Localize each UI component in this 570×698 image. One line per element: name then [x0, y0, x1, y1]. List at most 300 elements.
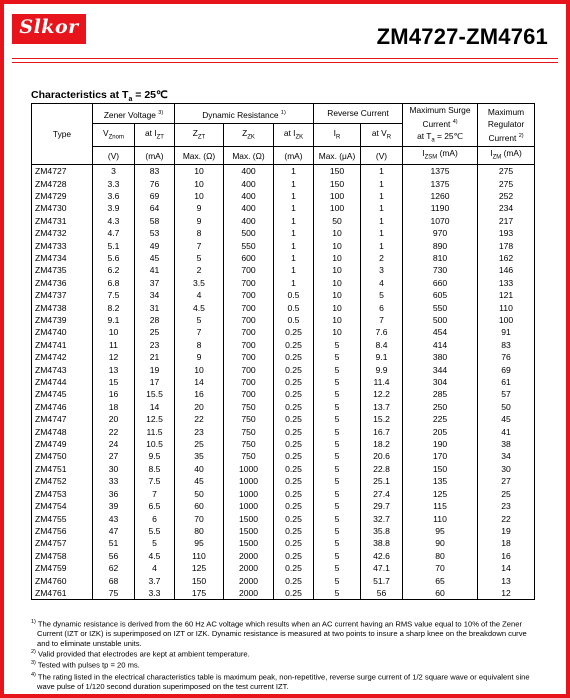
value-cell: 4	[175, 289, 224, 301]
type-cell: ZM4758	[32, 550, 93, 562]
value-cell: 5	[314, 575, 361, 587]
value-cell: 133	[478, 277, 535, 289]
value-cell: 700	[224, 351, 274, 363]
value-cell: 10.5	[135, 438, 175, 450]
value-cell: 6.2	[93, 264, 135, 276]
value-cell: 27.4	[361, 488, 403, 500]
value-cell: 0.25	[274, 450, 314, 462]
table-row	[32, 227, 535, 239]
value-cell: 0.5	[274, 302, 314, 314]
value-cell: 22	[93, 426, 135, 438]
value-cell: 193	[478, 227, 535, 239]
value-cell: 5	[314, 339, 361, 351]
value-cell: 3.9	[93, 202, 135, 214]
value-cell: 22	[175, 413, 224, 425]
type-cell: ZM4734	[32, 252, 93, 264]
value-cell: 20	[93, 413, 135, 425]
value-cell: 5	[314, 351, 361, 363]
value-cell: 14	[478, 562, 535, 574]
header-type: Type	[32, 104, 93, 165]
value-cell: 80	[403, 550, 478, 562]
value-cell: 5	[314, 438, 361, 450]
value-cell: 16	[93, 388, 135, 400]
value-cell: 38	[478, 438, 535, 450]
value-cell: 285	[403, 388, 478, 400]
value-cell: 6.8	[93, 277, 135, 289]
value-cell: 9	[175, 215, 224, 227]
value-cell: 1	[361, 178, 403, 190]
value-cell: 4.5	[135, 550, 175, 562]
type-cell: ZM4751	[32, 463, 93, 475]
value-cell: 8.4	[361, 339, 403, 351]
value-cell: 5	[314, 550, 361, 562]
unit-header: (V)	[93, 147, 135, 165]
table-row	[32, 165, 535, 178]
value-cell: 115	[403, 500, 478, 512]
value-cell: 16	[478, 550, 535, 562]
type-cell: ZM4731	[32, 215, 93, 227]
table-row	[32, 500, 535, 512]
value-cell: 1190	[403, 202, 478, 214]
value-cell: 178	[478, 240, 535, 252]
value-cell: 90	[403, 537, 478, 549]
value-cell: 9	[175, 202, 224, 214]
type-cell: ZM4745	[32, 388, 93, 400]
value-cell: 47.1	[361, 562, 403, 574]
type-cell: ZM4741	[32, 339, 93, 351]
value-cell: 6.5	[135, 500, 175, 512]
value-cell: 0.25	[274, 562, 314, 574]
value-cell: 50	[314, 215, 361, 227]
value-cell: 19	[478, 525, 535, 537]
type-cell: ZM4744	[32, 376, 93, 388]
value-cell: 58	[135, 215, 175, 227]
value-cell: 33	[93, 475, 135, 487]
characteristics-table	[31, 103, 535, 600]
value-cell: 65	[403, 575, 478, 587]
value-cell: 25	[175, 438, 224, 450]
value-cell: 454	[403, 326, 478, 338]
value-cell: 1	[274, 227, 314, 239]
value-cell: 9.9	[361, 364, 403, 376]
value-cell: 1	[274, 277, 314, 289]
unit-header: (V)	[361, 147, 403, 165]
value-cell: 29.7	[361, 500, 403, 512]
unit-header: Max. (μA)	[314, 147, 361, 165]
value-cell: 150	[403, 463, 478, 475]
value-cell: 550	[224, 240, 274, 252]
table-row	[32, 475, 535, 487]
value-cell: 23	[478, 500, 535, 512]
value-cell: 7	[135, 488, 175, 500]
value-cell: 10	[93, 326, 135, 338]
value-cell: 750	[224, 401, 274, 413]
value-cell: 27	[93, 450, 135, 462]
value-cell: 15.5	[135, 388, 175, 400]
type-cell: ZM4753	[32, 488, 93, 500]
value-cell: 30	[478, 463, 535, 475]
value-cell: 56	[93, 550, 135, 562]
logo-text: Slkor	[19, 16, 79, 38]
value-cell: 41	[135, 264, 175, 276]
table-row	[32, 537, 535, 549]
value-cell: 700	[224, 289, 274, 301]
unit-header-row	[32, 147, 535, 165]
value-cell: 700	[224, 302, 274, 314]
type-cell: ZM4749	[32, 438, 93, 450]
value-cell: 2000	[224, 575, 274, 587]
type-cell: ZM4727	[32, 165, 93, 178]
value-cell: 1	[274, 240, 314, 252]
value-cell: 80	[175, 525, 224, 537]
value-cell: 8	[175, 227, 224, 239]
value-cell: 1070	[403, 215, 478, 227]
value-cell: 2	[361, 252, 403, 264]
table-row	[32, 339, 535, 351]
value-cell: 135	[403, 475, 478, 487]
value-cell: 1	[361, 165, 403, 178]
table-header	[32, 104, 535, 165]
value-cell: 4	[361, 277, 403, 289]
value-cell: 7.5	[93, 289, 135, 301]
table-row	[32, 264, 535, 276]
value-cell: 100	[314, 202, 361, 214]
value-cell: 5.6	[93, 252, 135, 264]
table-row	[32, 562, 535, 574]
value-cell: 70	[403, 562, 478, 574]
table-row	[32, 575, 535, 587]
value-cell: 14	[175, 376, 224, 388]
value-cell: 0.25	[274, 401, 314, 413]
table-row	[32, 202, 535, 214]
value-cell: 170	[403, 450, 478, 462]
value-cell: 1375	[403, 165, 478, 178]
section-title: Characteristics at $T_a$ = 25℃	[31, 89, 168, 104]
value-cell: 1	[361, 202, 403, 214]
value-cell: 5	[314, 537, 361, 549]
type-cell: ZM4757	[32, 537, 93, 549]
value-cell: 0.25	[274, 364, 314, 376]
value-cell: 0.25	[274, 513, 314, 525]
value-cell: 11	[93, 339, 135, 351]
type-cell: ZM4755	[32, 513, 93, 525]
unit-header: Max. (Ω)	[175, 147, 224, 165]
table-row	[32, 438, 535, 450]
value-cell: 11.4	[361, 376, 403, 388]
value-cell: 700	[224, 388, 274, 400]
value-cell: 2000	[224, 587, 274, 600]
table-row	[32, 376, 535, 388]
value-cell: 53	[135, 227, 175, 239]
value-cell: 1375	[403, 178, 478, 190]
value-cell: 23	[175, 426, 224, 438]
value-cell: 1	[274, 178, 314, 190]
value-cell: 38.8	[361, 537, 403, 549]
value-cell: 150	[175, 575, 224, 587]
type-cell: ZM4733	[32, 240, 93, 252]
value-cell: 9.5	[135, 450, 175, 462]
value-cell: 13.7	[361, 401, 403, 413]
value-cell: 970	[403, 227, 478, 239]
table-row	[32, 450, 535, 462]
value-cell: 35.8	[361, 525, 403, 537]
header-rule	[12, 58, 558, 59]
unit-header: (mA)	[274, 147, 314, 165]
value-cell: 400	[224, 215, 274, 227]
value-cell: 9	[175, 351, 224, 363]
type-cell: ZM4739	[32, 314, 93, 326]
value-cell: 5	[314, 401, 361, 413]
value-cell: 13	[93, 364, 135, 376]
value-cell: 10	[314, 252, 361, 264]
value-cell: 5	[314, 376, 361, 388]
value-cell: 3.3	[93, 178, 135, 190]
value-cell: 37	[135, 277, 175, 289]
value-cell: 0.25	[274, 537, 314, 549]
footnote: $^{4)}$ The rating listed in the electrical characteristics table is maximum peak, non-repetitive, reverse surge current of 1/2 square wave or equivalent sine wave pulse of 1/120 second duration superimposed on the test current IZT.	[31, 671, 530, 691]
value-cell: 1	[274, 215, 314, 227]
value-cell: 14	[135, 401, 175, 413]
value-cell: 15	[93, 376, 135, 388]
value-cell: 0.25	[274, 475, 314, 487]
value-cell: 25	[135, 326, 175, 338]
param-header: $V_{Znom}$	[93, 123, 135, 147]
value-cell: 43	[93, 513, 135, 525]
value-cell: 0.25	[274, 339, 314, 351]
value-cell: 28	[135, 314, 175, 326]
table-row	[32, 252, 535, 264]
value-cell: 2000	[224, 550, 274, 562]
table-row	[32, 587, 535, 600]
value-cell: 750	[224, 438, 274, 450]
value-cell: 0.25	[274, 413, 314, 425]
type-cell: ZM4740	[32, 326, 93, 338]
value-cell: 4	[135, 562, 175, 574]
value-cell: 83	[478, 339, 535, 351]
table-row	[32, 488, 535, 500]
value-cell: 31	[135, 302, 175, 314]
value-cell: 10	[314, 314, 361, 326]
value-cell: 750	[224, 450, 274, 462]
value-cell: 51.7	[361, 575, 403, 587]
value-cell: 95	[403, 525, 478, 537]
value-cell: 15.2	[361, 413, 403, 425]
value-cell: 10	[175, 178, 224, 190]
value-cell: 5	[175, 314, 224, 326]
value-cell: 17	[135, 376, 175, 388]
value-cell: 205	[403, 426, 478, 438]
value-cell: 12	[478, 587, 535, 600]
value-cell: 62	[93, 562, 135, 574]
param-header: at $V_R$	[361, 123, 403, 147]
value-cell: 23	[135, 339, 175, 351]
table-row	[32, 413, 535, 425]
header-zener-voltage: Zener Voltage $^{3)}$	[93, 104, 175, 124]
value-cell: 5	[314, 463, 361, 475]
header-rule-secondary	[12, 62, 558, 63]
value-cell: 660	[403, 277, 478, 289]
header-max-regulator-current: Maximum Regulator Current $^{2)}$	[478, 104, 535, 147]
table-row	[32, 525, 535, 537]
value-cell: 10	[314, 264, 361, 276]
brand-logo	[12, 14, 86, 44]
part-number-title: ZM4727-ZM4761	[376, 24, 548, 49]
value-cell: 1	[274, 202, 314, 214]
value-cell: 27	[478, 475, 535, 487]
value-cell: 7	[175, 326, 224, 338]
value-cell: 47	[93, 525, 135, 537]
value-cell: 3.6	[93, 190, 135, 202]
value-cell: 125	[403, 488, 478, 500]
type-cell: ZM4730	[32, 202, 93, 214]
value-cell: 34	[478, 450, 535, 462]
type-cell: ZM4760	[32, 575, 93, 587]
value-cell: 35	[175, 450, 224, 462]
value-cell: 6	[361, 302, 403, 314]
value-cell: 125	[175, 562, 224, 574]
value-cell: 175	[175, 587, 224, 600]
value-cell: 10	[314, 302, 361, 314]
value-cell: 5	[314, 475, 361, 487]
value-cell: 9.1	[361, 351, 403, 363]
table-row	[32, 388, 535, 400]
type-cell: ZM4746	[32, 401, 93, 413]
value-cell: 730	[403, 264, 478, 276]
value-cell: 18	[478, 537, 535, 549]
value-cell: 4.7	[93, 227, 135, 239]
value-cell: 39	[93, 500, 135, 512]
value-cell: 5.1	[93, 240, 135, 252]
value-cell: 810	[403, 252, 478, 264]
value-cell: 68	[93, 575, 135, 587]
value-cell: 1000	[224, 488, 274, 500]
value-cell: 70	[175, 513, 224, 525]
value-cell: 1000	[224, 475, 274, 487]
value-cell: 1	[361, 215, 403, 227]
value-cell: 0.25	[274, 587, 314, 600]
value-cell: 10	[175, 190, 224, 202]
value-cell: 275	[478, 165, 535, 178]
value-cell: 19	[135, 364, 175, 376]
value-cell: 42.6	[361, 550, 403, 562]
value-cell: 40	[175, 463, 224, 475]
value-cell: 5	[135, 537, 175, 549]
param-header: $Z_{ZK}$	[224, 123, 274, 147]
value-cell: 69	[135, 190, 175, 202]
value-cell: 10	[314, 240, 361, 252]
table-row	[32, 302, 535, 314]
type-cell: ZM4737	[32, 289, 93, 301]
value-cell: 18.2	[361, 438, 403, 450]
value-cell: 50	[478, 401, 535, 413]
table-row	[32, 364, 535, 376]
param-header: $I_R$	[314, 123, 361, 147]
type-cell: ZM4754	[32, 500, 93, 512]
value-cell: 0.25	[274, 426, 314, 438]
value-cell: 51	[93, 537, 135, 549]
value-cell: 121	[478, 289, 535, 301]
value-cell: 750	[224, 426, 274, 438]
type-cell: ZM4750	[32, 450, 93, 462]
value-cell: 3.7	[135, 575, 175, 587]
value-cell: 20	[175, 401, 224, 413]
value-cell: 8	[175, 339, 224, 351]
table-row	[32, 240, 535, 252]
value-cell: 1	[274, 252, 314, 264]
type-cell: ZM4742	[32, 351, 93, 363]
value-cell: 25	[478, 488, 535, 500]
value-cell: 5	[314, 562, 361, 574]
value-cell: 11.5	[135, 426, 175, 438]
value-cell: 700	[224, 264, 274, 276]
value-cell: 5	[314, 587, 361, 600]
table-row	[32, 277, 535, 289]
value-cell: 700	[224, 277, 274, 289]
value-cell: 5	[314, 450, 361, 462]
value-cell: 5	[314, 513, 361, 525]
value-cell: 16	[175, 388, 224, 400]
value-cell: 890	[403, 240, 478, 252]
table-row	[32, 401, 535, 413]
value-cell: 24	[93, 438, 135, 450]
value-cell: 12	[93, 351, 135, 363]
footnote: $^{1)}$ The dynamic resistance is derived from the 60 Hz AC voltage which results when an AC current having an RMS value equal to 10% of the Zener Current (IZT or IZK) is superimposed on IZT or IZK. Dynamic resistance is measured at two points to insure a sharp knee on the breakdown curve and to eliminate unstable units.	[31, 619, 527, 648]
value-cell: 5	[361, 289, 403, 301]
value-cell: 400	[224, 190, 274, 202]
value-cell: 5	[314, 488, 361, 500]
header-dynamic-resistance: Dynamic Resistance $^{1)}$	[175, 104, 314, 124]
unit-header: (mA)	[135, 147, 175, 165]
type-cell: ZM4759	[32, 562, 93, 574]
value-cell: 10	[175, 165, 224, 178]
value-cell: 41	[478, 426, 535, 438]
param-header: at $I_{ZK}$	[274, 123, 314, 147]
type-cell: ZM4752	[32, 475, 93, 487]
table-row	[32, 513, 535, 525]
value-cell: 100	[478, 314, 535, 326]
value-cell: 12.2	[361, 388, 403, 400]
type-cell: ZM4728	[32, 178, 93, 190]
value-cell: 700	[224, 314, 274, 326]
value-cell: 5	[314, 500, 361, 512]
value-cell: 16.7	[361, 426, 403, 438]
value-cell: 0.25	[274, 575, 314, 587]
header-max-surge-current: Maximum Surge Current $^{4)}$ at $T_a$ = 25℃	[403, 104, 478, 147]
value-cell: 1500	[224, 537, 274, 549]
value-cell: 83	[135, 165, 175, 178]
value-cell: 50	[175, 488, 224, 500]
value-cell: 414	[403, 339, 478, 351]
value-cell: 750	[224, 413, 274, 425]
value-cell: 0.25	[274, 525, 314, 537]
value-cell: 0.25	[274, 438, 314, 450]
value-cell: 500	[403, 314, 478, 326]
value-cell: 162	[478, 252, 535, 264]
group-header-row	[32, 104, 535, 124]
unit-header: $I_{ZM}$ (mA)	[478, 147, 535, 165]
table-body	[32, 165, 535, 600]
value-cell: 2000	[224, 562, 274, 574]
value-cell: 4.3	[93, 215, 135, 227]
value-cell: 344	[403, 364, 478, 376]
value-cell: 21	[135, 351, 175, 363]
value-cell: 30	[93, 463, 135, 475]
value-cell: 22	[478, 513, 535, 525]
value-cell: 0.25	[274, 463, 314, 475]
type-cell: ZM4747	[32, 413, 93, 425]
value-cell: 75	[93, 587, 135, 600]
value-cell: 32.7	[361, 513, 403, 525]
